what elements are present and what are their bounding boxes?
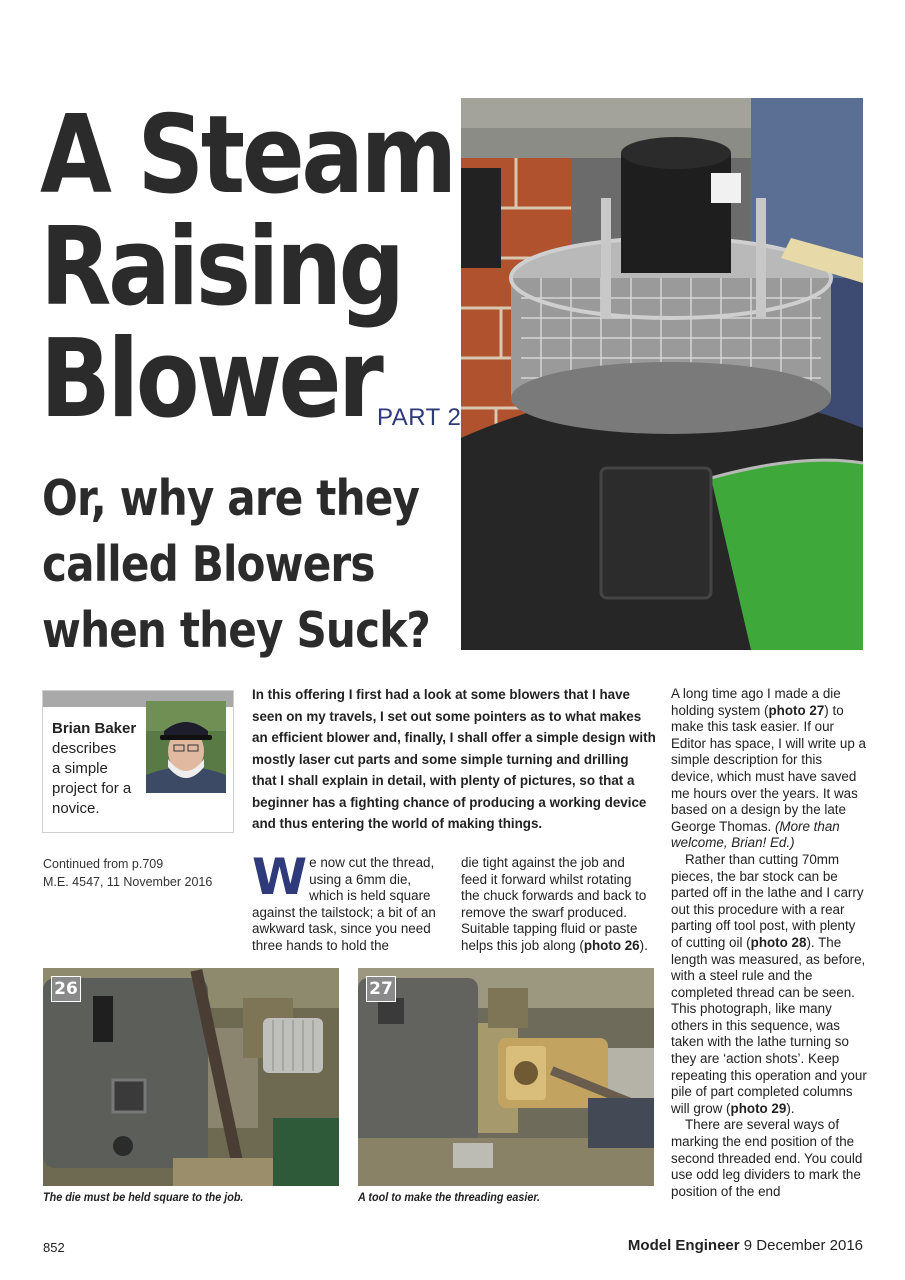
drop-cap: W [252, 848, 308, 906]
title-line-2: Raising [40, 205, 402, 330]
title-line-3: Blower [40, 317, 381, 442]
author-name: Brian Baker [52, 720, 137, 737]
title-line-1: A Steam [40, 93, 454, 218]
photo-27-die-holder-tool [358, 968, 654, 1186]
photo-26-die-threading [43, 968, 339, 1186]
photo-number-27: 27 [366, 976, 396, 1002]
body-column-3 [671, 686, 867, 1200]
col3-paragraph-1: A long time ago I made a die holding system (photo 27) to make this task easier. If our Editor has space, I will write up a simple description for this device, which must have saved me hours over the years. It was based on a design by the late George Thomas. (More than welcome, Brian! Ed.) [671, 686, 866, 851]
subtitle-line-1: Or, why are they [42, 470, 420, 527]
col3-paragraph-2: Rather than cutting 70mm pieces, the bar stock can be parted off in the lathe and I carry out this procedure with a rear parting off tool post, with plenty of cutting oil (photo 28). The length was measured, as before, with a steel rule and the completed thread can be seen. This photograph, like many others in this sequence, was taken with the lathe turning so they are ‘action shots’. Keep repeating this operation and your pile of part completed columns will grow (photo 29). [671, 851, 867, 1116]
subtitle-line-2: called Blowers [42, 536, 375, 593]
col3-paragraph-3: There are several ways of marking the end position of the second threaded end. You could use odd leg dividers to mark the position of the end [671, 1117, 863, 1199]
photo-26-caption: The die must be held square to the job. [43, 1190, 244, 1204]
magazine-footer [628, 1237, 863, 1254]
author-description: Brian Baker describes a simple project for a novice. [52, 720, 137, 817]
body-column-1: We now cut the thread, using a 6mm die, which is held square against the tailstock; a bit of an awkward task, since you need three hands to hold the [252, 848, 436, 953]
author-box [42, 690, 234, 833]
author-portrait [146, 701, 226, 793]
issue-date: 9 December 2016 [739, 1237, 863, 1254]
part-label: PART 2 [377, 404, 462, 431]
magazine-name: Model Engineer [627, 1237, 740, 1254]
body-column-2: die tight against the job and feed it forward whilst rotating the chuck forwards and back to remove the swarf produced. Suitable tapping fluid or paste helps this job along (photo 26). [461, 855, 648, 953]
hero-photo-blower-on-locomotive [461, 98, 863, 650]
intro-paragraph: In this offering I first had a look at some blowers that I have seen on my travels, I set out some pointers as to what makes an efficient blower and, finally, I shall offer a simple design with mostly laser cut parts and some simple turning and drilling that I shall explain in detail, with plenty of pictures, so that a beginner has a fighting chance of producing a working device and thus entering the world of making things. [252, 687, 656, 831]
article-subtitle [42, 466, 462, 664]
photo-27-caption: A tool to make the threading easier. [358, 1190, 541, 1204]
photo-number-26: 26 [51, 976, 81, 1002]
article-title [40, 93, 460, 442]
subtitle-line-3: when they Suck? [42, 602, 430, 659]
continued-note: Continued from p.709 M.E. 4547, 11 November 2016 [43, 857, 213, 889]
page-number: 852 [43, 1240, 65, 1255]
